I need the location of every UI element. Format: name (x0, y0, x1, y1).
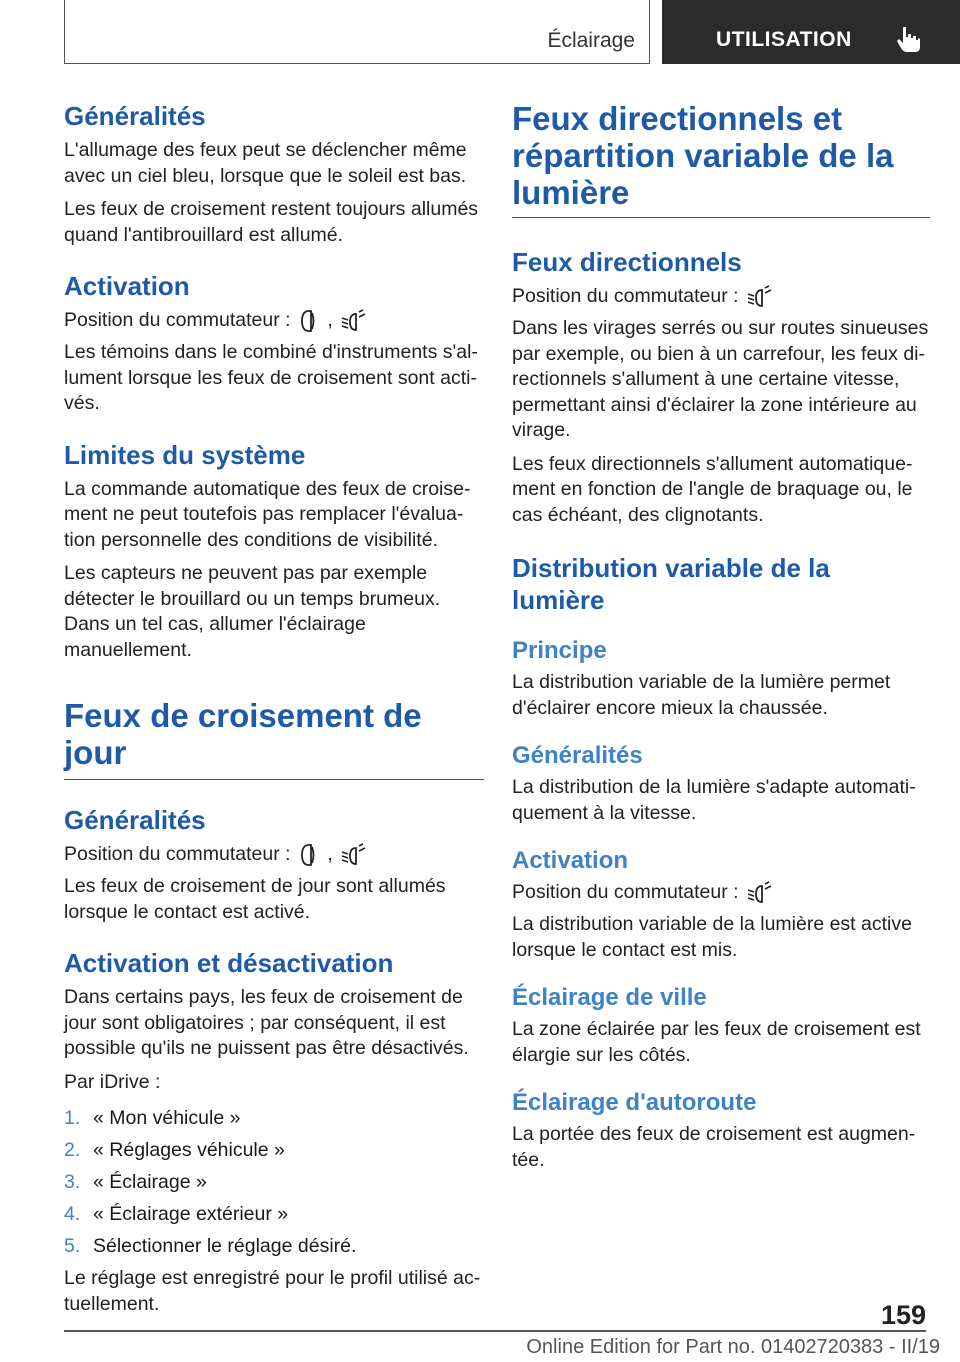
section-heading: Feux directionnels (512, 247, 742, 277)
switch-position-label: Position du commutateur : (64, 843, 291, 866)
list-item: 5. Sélectionner le réglage désiré. (64, 1235, 357, 1257)
paragraph: La distribution de la lumière s'adapte automatiquement à la vitesse. (512, 776, 916, 824)
switch-position-line (64, 842, 484, 868)
footer-divider (64, 1330, 926, 1332)
page-number: 159 (880, 1300, 926, 1330)
left-column (64, 100, 484, 1317)
paragraph: La distribution variable de la lumière permet d'éclairer encore mieux la chaussée. (512, 671, 891, 719)
paragraph: Les capteurs ne peuvent pas par exemple détecter le brouillard ou un temps brumeux. Dans un tel cas, allumer l'éclairage manuellement. (64, 562, 441, 661)
header-chapter-box (662, 0, 960, 64)
auto-headlight-symbol-icon (298, 842, 320, 868)
section-heading: Distribution variable de la lumière (512, 553, 830, 615)
right-column (512, 100, 930, 1173)
subsection-heading: Principe (512, 637, 607, 664)
paragraph: Dans les virages serrés ou sur routes sinueuses par exemple, ou bien à un carrefour, les feux directionnels s'allument à une certaine vitesse, permettant ainsi d'éclairer la zone intérieure au virage. (512, 317, 929, 441)
section-heading: Généralités (64, 101, 206, 131)
idrive-steps-list (64, 1106, 484, 1260)
paragraph: La portée des feux de croisement est augmentée. (512, 1123, 916, 1171)
paragraph: La zone éclairée par les feux de croisement est élargie sur les côtés. (512, 1018, 921, 1066)
subsection-heading: Activation (512, 847, 629, 874)
subsection-heading: Éclairage de ville (512, 984, 707, 1011)
paragraph: Les feux de croisement restent toujours allumés quand l'antibrouillard est allumé. (64, 198, 479, 246)
section-heading: Activation (64, 271, 190, 301)
separator: , (327, 309, 333, 332)
subsection-heading: Éclairage d'autoroute (512, 1089, 757, 1116)
header-section-box (64, 0, 650, 64)
low-beam-symbol-icon (340, 308, 368, 334)
paragraph: Les témoins dans le combiné d'instruments s'allument lorsque les feux de croisement sont activés. (64, 341, 478, 414)
switch-position-label: Position du commutateur : (64, 309, 291, 332)
paragraph: La distribution variable de la lumière est active lorsque le contact est mis. (512, 913, 912, 961)
pointing-hand-icon (894, 25, 922, 53)
section-heading: Généralités (64, 805, 206, 835)
low-beam-symbol-icon (340, 842, 368, 868)
page-header (64, 0, 960, 66)
switch-position-label: Position du commutateur : (512, 285, 739, 308)
list-item: 2. « Réglages véhicule » (64, 1139, 285, 1161)
chapter-title: UTILISATION (716, 28, 852, 51)
list-item: 1. « Mon véhicule » (64, 1107, 241, 1129)
switch-position-line (512, 880, 930, 906)
separator: , (327, 843, 333, 866)
paragraph: Dans certains pays, les feux de croisement de jour sont obligatoires ; par conséquent, il est possible qu'ils ne puissent pas être désactivés. (64, 986, 469, 1059)
edition-text: Online Edition for Part no. 01402720383 - II/19 (526, 1336, 940, 1358)
list-item: 3. « Éclairage » (64, 1171, 207, 1193)
paragraph: La commande automatique des feux de croisement ne peut toutefois pas remplacer l'évaluation personnelle des conditions de visibilité. (64, 477, 471, 551)
section-title: Éclairage (547, 29, 635, 52)
list-item: 4. « Éclairage extérieur » (64, 1203, 289, 1225)
switch-position-line (64, 308, 484, 334)
low-beam-symbol-icon (746, 284, 774, 310)
subsection-heading: Généralités (512, 742, 643, 769)
paragraph: Les feux de croisement de jour sont allumés lorsque le contact est activé. (64, 875, 446, 923)
paragraph: L'allumage des feux peut se déclencher même avec un ciel bleu, lorsque que le soleil est bas. (64, 139, 467, 187)
section-heading: Activation et désactivation (64, 948, 394, 978)
chapter-heading: Feux de croisement de jour (64, 697, 484, 780)
paragraph: Le réglage est enregistré pour le profil utilisé actuellement. (64, 1267, 481, 1315)
low-beam-symbol-icon (746, 880, 774, 906)
switch-position-label: Position du commutateur : (512, 881, 739, 904)
chapter-heading: Feux directionnels et répartition variable de la lumière (512, 100, 930, 218)
paragraph: Par iDrive : (64, 1070, 161, 1093)
paragraph: Les feux directionnels s'allument automatiquement en fonction de l'angle de braquage ou, le cas échéant, des clignotants. (512, 452, 913, 526)
switch-position-line (512, 284, 930, 310)
section-heading: Limites du système (64, 439, 306, 470)
auto-headlight-symbol-icon (298, 308, 320, 334)
